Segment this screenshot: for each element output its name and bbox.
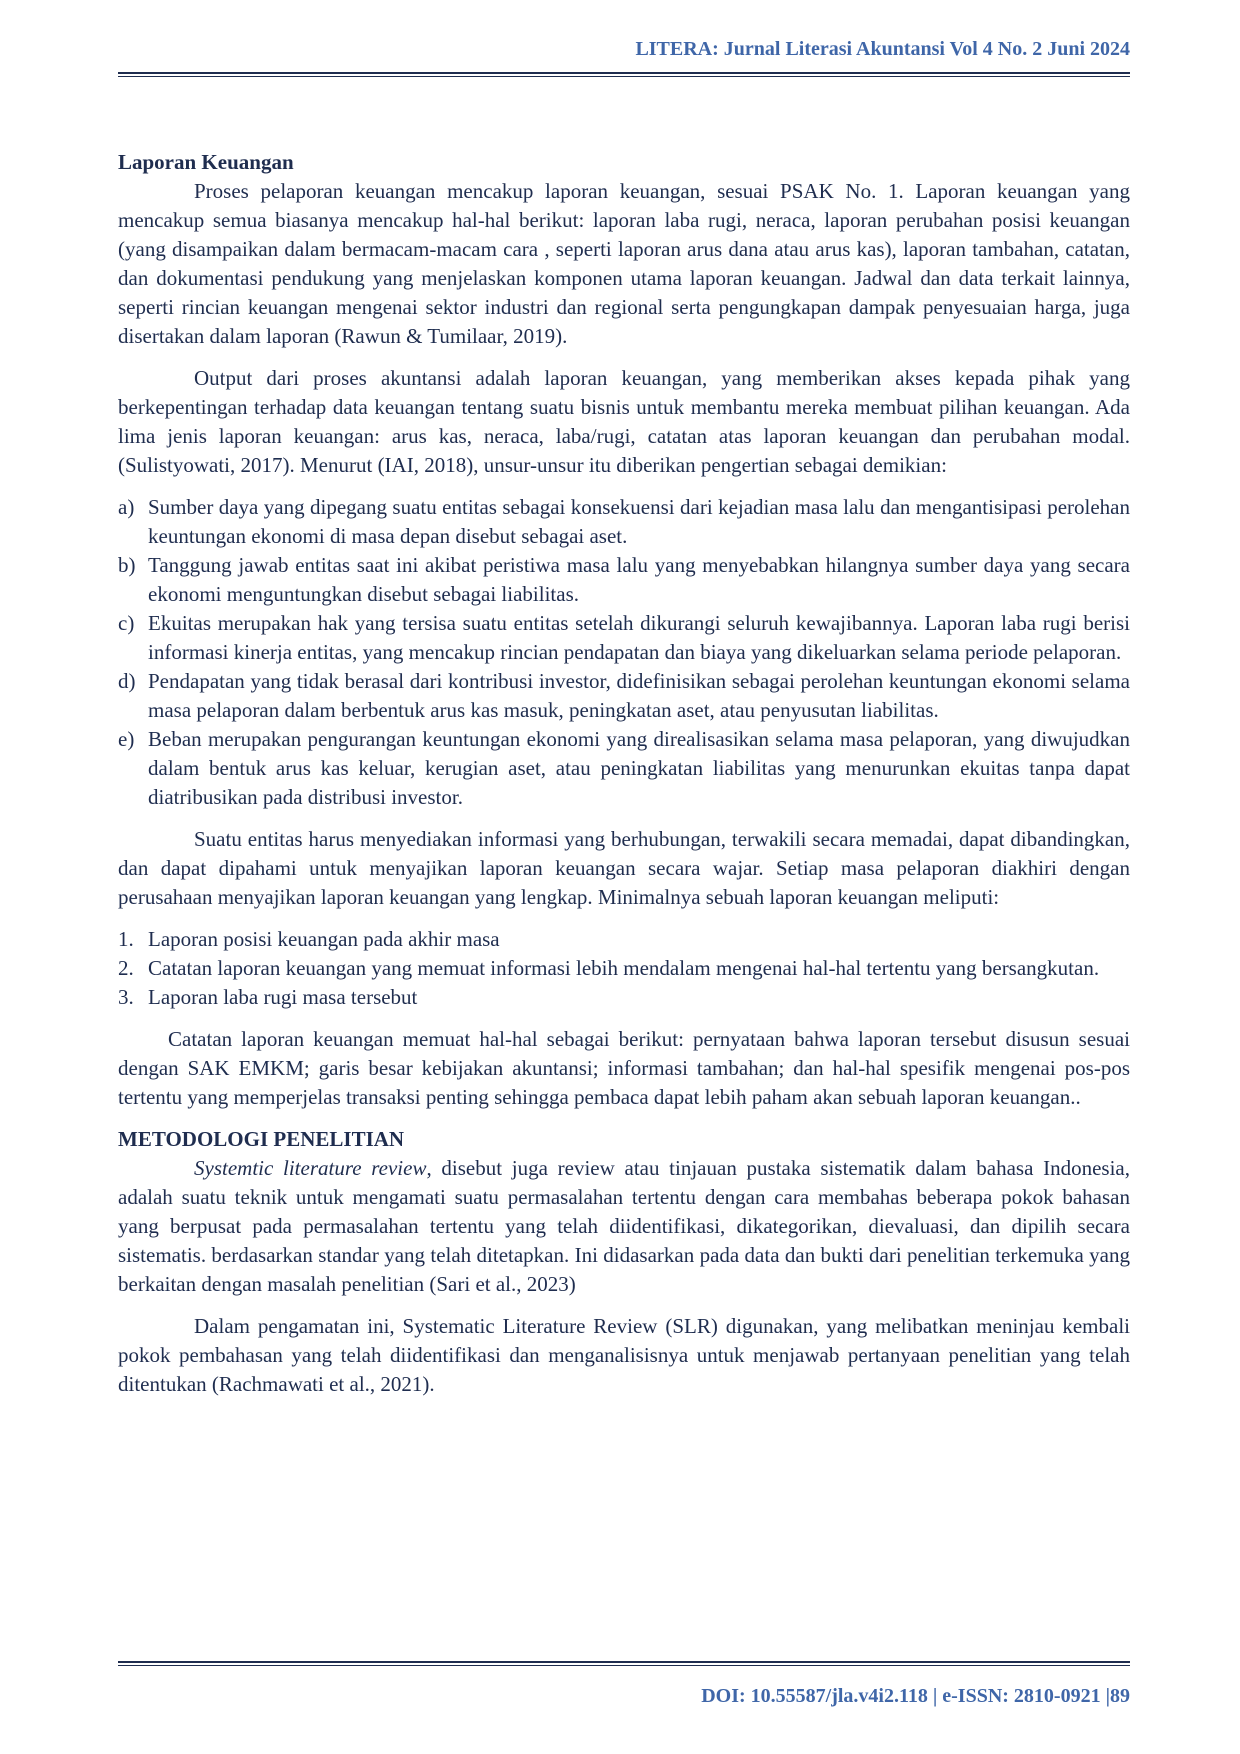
list-item bbox=[118, 725, 1130, 812]
list-marker: 3. bbox=[118, 985, 134, 1009]
paragraph: Dalam pengamatan ini, Systematic Literature Review (SLR) digunakan, yang melibatkan meninjau kembali pokok pembahasan yang telah diidentifikasi dan menganalisisnya untuk menjawab pertanyaan penelitian yang telah ditentukan (Rachmawati et al., 2021). bbox=[118, 1314, 1130, 1396]
list-item-text: Laporan posisi keuangan pada akhir masa bbox=[148, 927, 500, 951]
paragraph: Catatan laporan keuangan memuat hal-hal sebagai berikut: pernyataan bahwa laporan tersebut disusun sesuai dengan SAK EMKM; garis besar kebijakan akuntansi; informasi tambahan; dan hal-hal spesifik mengenai pos-pos tertentu yang memperjelas transaksi penting sehingga pembaca dapat lebih paham akan sebuah laporan keuangan.. bbox=[118, 1027, 1130, 1109]
numbered-list bbox=[118, 925, 1130, 1012]
list-item-text: Catatan laporan keuangan yang memuat informasi lebih mendalam mengenai hal-hal tertentu yang bersangkutan. bbox=[148, 956, 1100, 980]
alpha-list bbox=[118, 493, 1130, 812]
list-marker: e) bbox=[118, 727, 135, 751]
section-heading-laporan-keuangan: Laporan Keuangan bbox=[118, 150, 294, 174]
footer-rule bbox=[118, 1661, 1130, 1663]
footer-rule-thin bbox=[118, 1665, 1130, 1666]
list-item bbox=[118, 551, 1130, 609]
list-item bbox=[118, 925, 1130, 954]
section-heading-metodologi: METODOLOGI PENELITIAN bbox=[118, 1127, 405, 1151]
list-item-text: Laporan laba rugi masa tersebut bbox=[148, 985, 418, 1009]
list-item-text: Beban merupakan pengurangan keuntungan ekonomi yang direalisasikan selama masa pelaporan, yang diwujudkan dalam bentuk arus kas keluar, kerugian aset, atau peningkatan liabilitas yang menurunkan ekuitas tanpa dapat diatribusikan pada distribusi investor. bbox=[148, 727, 1130, 809]
list-item bbox=[118, 609, 1130, 667]
list-marker: a) bbox=[118, 495, 135, 519]
paragraph bbox=[118, 1154, 1130, 1299]
list-marker: 2. bbox=[118, 956, 134, 980]
list-item-text: Tanggung jawab entitas saat ini akibat peristiwa masa lalu yang menyebabkan hilangnya sumber daya yang secara ekonomi menguntungkan disebut sebagai liabilitas. bbox=[148, 553, 1130, 606]
list-marker: d) bbox=[118, 669, 136, 693]
paragraph: Suatu entitas harus menyediakan informasi yang berhubungan, terwakili secara memadai, dapat dibandingkan, dan dapat dipahami untuk menyajikan laporan keuangan secara wajar. Setiap masa pelaporan diakhiri dengan perusahaan menyajikan laporan keuangan yang lengkap. Minimalnya sebuah laporan keuangan meliputi: bbox=[118, 827, 1130, 909]
page-body bbox=[118, 148, 1130, 1399]
paragraph-text: , disebut juga review atau tinjauan pustaka sistematik dalam bahasa Indonesia, adalah suatu teknik untuk mengamati suatu permasalahan tertentu dengan cara membahas beberapa pokok bahasan yang berpusat pada permasalahan tertentu yang telah diidentifikasi, dikategorikan, dievaluasi, dan dipilih secara sistematis. berdasarkan standar yang telah ditetapkan. Ini didasarkan pada data dan bukti dari penelitian terkemuka yang berkaitan dengan masalah penelitian (Sari et al., 2023) bbox=[118, 1156, 1131, 1296]
paragraph: Output dari proses akuntansi adalah laporan keuangan, yang memberikan akses kepada pihak yang berkepentingan terhadap data keuangan tentang suatu bisnis untuk membantu mereka membuat pilihan keuangan. Ada lima jenis laporan keuangan: arus kas, neraca, laba/rugi, catatan atas laporan keuangan dan perubahan modal. (Sulistyowati, 2017). Menurut (IAI, 2018), unsur-unsur itu diberikan pengertian sebagai demikian: bbox=[118, 366, 1130, 477]
list-item bbox=[118, 954, 1130, 983]
list-item bbox=[118, 493, 1130, 551]
header-rule-thin bbox=[118, 76, 1130, 77]
doi-footer: DOI: 10.55587/jla.v4i2.118 | e-ISSN: 2810-0921 |89 bbox=[701, 1685, 1130, 1707]
list-marker: b) bbox=[118, 553, 136, 577]
list-marker: 1. bbox=[118, 927, 134, 951]
paragraph: Proses pelaporan keuangan mencakup laporan keuangan, sesuai PSAK No. 1. Laporan keuangan yang mencakup semua biasanya mencakup hal-hal berikut: laporan laba rugi, neraca, laporan perubahan posisi keuangan (yang disampaikan dalam bermacam-macam cara , seperti laporan arus dana atau arus kas), laporan tambahan, catatan, dan dokumentasi pendukung yang menjelaskan komponen utama laporan keuangan. Jadwal dan data terkait lainnya, seperti rincian keuangan mengenai sektor industri dan regional serta pengungkapan dampak penyesuaian harga, juga disertakan dalam laporan (Rawun & Tumilaar, 2019). bbox=[118, 179, 1130, 348]
italic-term: Systemtic literature review bbox=[194, 1156, 427, 1180]
list-marker: c) bbox=[118, 611, 135, 635]
list-item bbox=[118, 667, 1130, 725]
list-item-text: Ekuitas merupakan hak yang tersisa suatu entitas setelah dikurangi seluruh kewajibannya. Laporan laba rugi berisi informasi kinerja entitas, yang mencakup rincian pendapatan dan biaya yang dikeluarkan selama periode pelaporan. bbox=[148, 611, 1130, 664]
header-rule bbox=[118, 72, 1130, 74]
list-item-text: Sumber daya yang dipegang suatu entitas sebagai konsekuensi dari kejadian masa lalu dan mengantisipasi perolehan keuntungan ekonomi di masa depan disebut sebagai aset. bbox=[148, 495, 1130, 548]
list-item-text: Pendapatan yang tidak berasal dari kontribusi investor, didefinisikan sebagai perolehan keuntungan ekonomi selama masa pelaporan dalam berbentuk arus kas masuk, peningkatan aset, atau penyusutan liabilitas. bbox=[148, 669, 1130, 722]
list-item bbox=[118, 983, 1130, 1012]
journal-header: LITERA: Jurnal Literasi Akuntansi Vol 4 No. 2 Juni 2024 bbox=[635, 38, 1130, 60]
